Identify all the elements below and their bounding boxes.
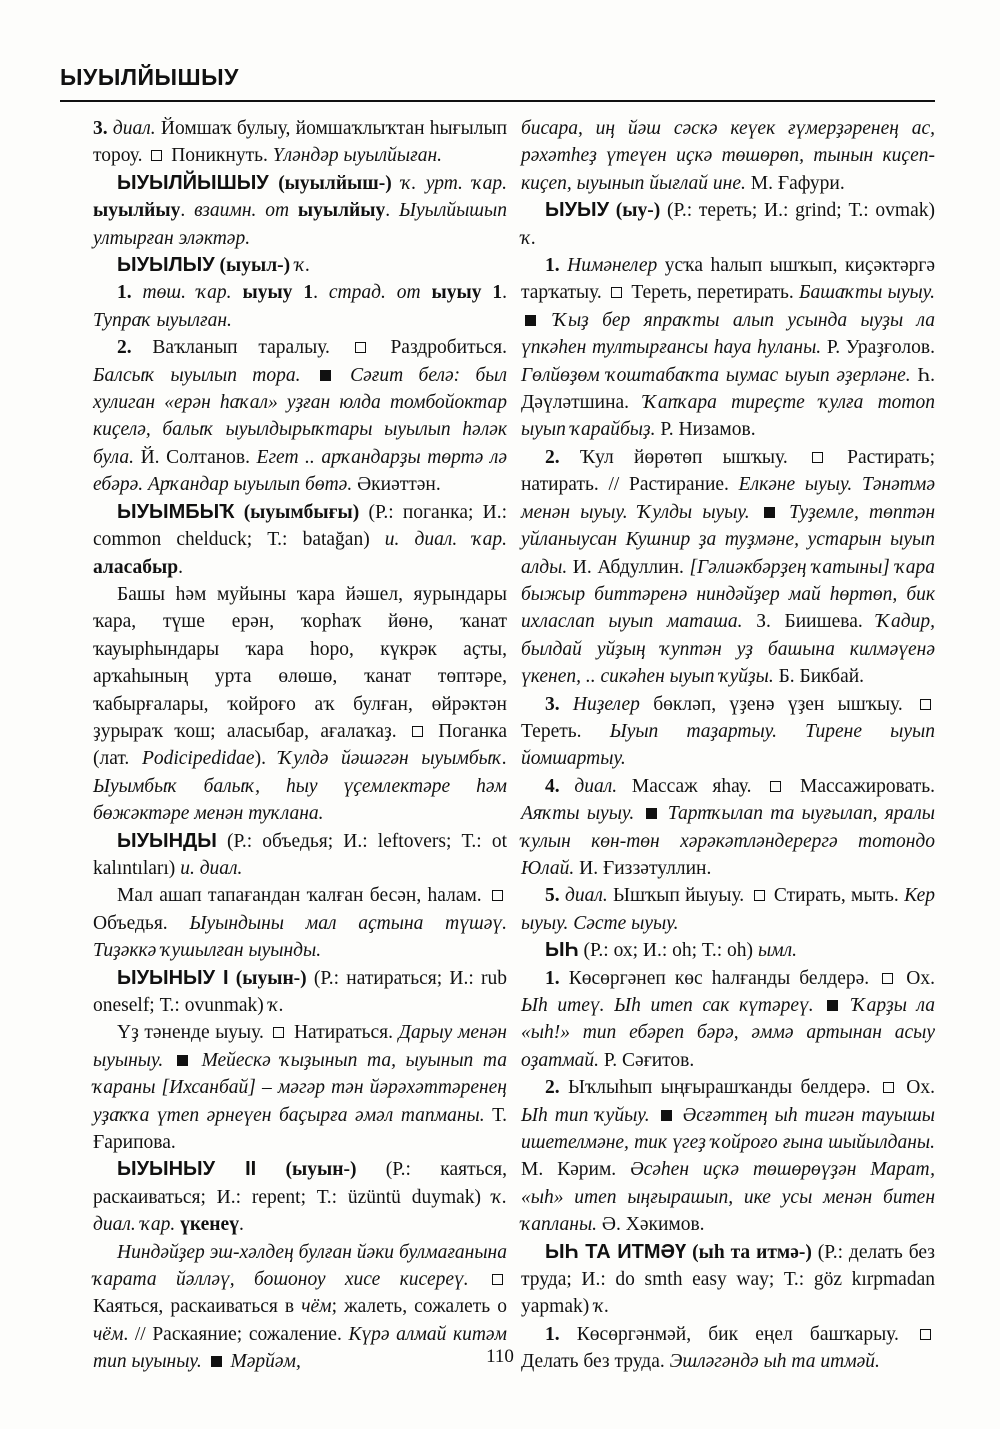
- dictionary-paragraph: [93, 334, 507, 498]
- text-run: Көсөргәнмәй, бик еңел башҡарыу.: [576, 1323, 917, 1345]
- open-square-icon: [151, 150, 162, 161]
- text-run: Раздробиться.: [369, 337, 507, 359]
- italic-text: и. диал. ҡар.: [384, 529, 508, 551]
- text-run: Йомшаҡ булыу, йомшаҡлыҡтан һығылып тороу.: [93, 118, 508, 167]
- italic-text: Егет .. арҡандарҙы төртә лә ебәрә. Арҡандар ыуылып бөтә.: [93, 446, 508, 496]
- filled-square-icon: [177, 1055, 188, 1066]
- text-run: Һ. Дәүләтшина.: [521, 364, 935, 414]
- dictionary-paragraph: [521, 691, 935, 773]
- text-run: [192, 1050, 202, 1071]
- bold-text: 1.: [545, 967, 569, 989]
- italic-text: Үләндәр ыуылйыған.: [272, 145, 442, 167]
- text-run: [609, 200, 616, 221]
- text-run: [234, 502, 243, 523]
- italic-text: [Гәлиәкбәрҙең ҡатыны] ҡара быжыр биттәренә ниндәйҙер май һөртөп, бик ихласлап ыуып маташа.: [521, 556, 935, 633]
- text-run: [661, 803, 668, 824]
- bold-text: 2.: [117, 337, 153, 359]
- page-header: [60, 62, 935, 102]
- text-run: Башы һәм муйыны ҡара йәшел, яурындары ҡара, түше ерән, ҡорһаҡ йөнө, ҡанат ҡауырһындары ҡара һоро, күкрәк аҫты, арҡаһының урта өлөшө, ҡанат төптәре, ҡабырғалары, ҡойроғо аҡ булған, өйрәктән ҙурыраҡ ҡош; аласыбар, ағалаҡаҙ.: [93, 583, 507, 742]
- text-run: Ә. Хәкимов.: [597, 1214, 705, 1236]
- text-run: бөкләп, үҙенә үҙен ышҡыу.: [639, 693, 917, 715]
- italic-text: ҡ. диал. ҡар.: [93, 1186, 507, 1236]
- headword: ЫҺ: [545, 939, 579, 962]
- italic-text: ҡ.: [268, 995, 284, 1016]
- text-run: И. Ғиззәтуллин.: [574, 857, 712, 879]
- dictionary-paragraph: [93, 170, 507, 252]
- text-run: М. Ғафури.: [745, 172, 845, 194]
- text-run: (Р.: натираться; И.: rub oneself; Т.: ovunmak): [93, 967, 507, 1016]
- italic-text: чём: [301, 1296, 332, 1318]
- text-run: Р. Ураҙғолов.: [821, 337, 935, 359]
- headword: ЫУЫНЫУ II: [117, 1158, 257, 1181]
- text-run: усҡа һалып ышҡып, киҫәктәргә тарҡатыу.: [521, 255, 935, 304]
- open-square-icon: [920, 1329, 931, 1340]
- dictionary-paragraph: [521, 937, 935, 964]
- italic-text: ҡ.: [295, 255, 311, 277]
- italic-text: төш. ҡар.: [142, 282, 232, 304]
- bold-text: 3.: [545, 693, 573, 715]
- text-run: Тереть.: [521, 720, 610, 742]
- text-run: Әкиәттән.: [352, 474, 441, 496]
- italic-text: Ниҙелер: [572, 693, 640, 715]
- dictionary-paragraph: [93, 828, 507, 883]
- open-square-icon: [920, 699, 931, 710]
- headword: ЫУЫМБЫҠ: [117, 500, 235, 523]
- italic-text: Әсәһен иҫкә төшөрөүҙән Марат, «ыһ» итеп ыңғырашып, ике усы менән битен ҡапланы.: [521, 1159, 935, 1236]
- text-run: Стирать, мыть.: [768, 885, 905, 907]
- open-square-icon: [882, 973, 893, 984]
- text-run: [469, 1269, 488, 1290]
- text-run: М. Кәрим.: [521, 1159, 631, 1181]
- italic-text: Ыуындыны мал аҫтына түшәү. Тиҙәккә ҡушылған ыуынды.: [93, 912, 507, 962]
- dictionary-paragraph: [521, 444, 935, 691]
- dictionary-paragraph: [521, 252, 935, 444]
- dictionary-paragraph: [93, 499, 507, 581]
- dictionary-paragraph: [521, 197, 935, 252]
- open-square-icon: [412, 726, 423, 737]
- text-run: [256, 1159, 285, 1180]
- text-run: ; жалеть, сожалеть о: [331, 1296, 507, 1318]
- open-square-icon: [492, 890, 503, 901]
- text-run: Натираться.: [288, 1022, 399, 1044]
- text-run: И. Абдуллин.: [567, 556, 690, 578]
- headword: ЫУЫНДЫ: [117, 829, 217, 852]
- bold-text: (ыуылйыш-): [278, 172, 392, 194]
- bold-text: ыуыу 1: [242, 282, 314, 304]
- text-run: ).: [254, 748, 279, 770]
- italic-text: бисара, иң йәш сәскә кеүек ғүмерҙәренең ас, рәхәтһеҙ үтеүен иҫкә төшөрөп, тынын киҫеп-киҫеп, ыуынып йығлай ине.: [521, 118, 935, 194]
- headword: ЫУЫЛЙЫШЫУ: [117, 171, 269, 194]
- bold-text: (ыуымбығы): [243, 501, 360, 523]
- bold-text: 1.: [545, 1323, 577, 1345]
- text-run: Массаж яһау.: [617, 775, 767, 797]
- text-run: Ҡул йөрөтөп ышҡыу.: [579, 446, 808, 468]
- italic-text: и. диал.: [180, 857, 243, 879]
- italic-text: Podicipedidae: [141, 748, 255, 770]
- open-square-icon: [492, 1274, 503, 1285]
- filled-square-icon: [827, 1000, 838, 1011]
- italic-text: Кер ыуыу. Сәсте ыуыу.: [521, 885, 935, 934]
- italic-text: диал.: [574, 775, 618, 797]
- running-head-title: ЫУЫЛЙЫШЫУ: [60, 64, 239, 90]
- italic-text: Аяҡты ыуыу.: [521, 803, 635, 825]
- dictionary-paragraph: [93, 581, 507, 828]
- italic-text: ымл.: [757, 940, 797, 962]
- headword: ЫУЫУ: [545, 199, 610, 222]
- dictionary-paragraph: [521, 1239, 935, 1321]
- dictionary-paragraph: [93, 252, 507, 279]
- bold-text: ыуылйыу: [297, 200, 386, 222]
- dictionary-paragraph: [93, 965, 507, 1020]
- dictionary-paragraph: [93, 1156, 507, 1238]
- text-run: .: [502, 282, 508, 304]
- bold-text: үкенеү: [180, 1214, 239, 1236]
- open-square-icon: [355, 342, 366, 353]
- italic-text: диал.: [564, 885, 608, 907]
- text-run: (Р.: поганка; И.: common chelduck; Т.: batağan): [93, 501, 507, 551]
- text-run: Объедья.: [93, 912, 190, 934]
- text-run: Растирать; натирать. // Растирание.: [521, 446, 935, 496]
- italic-text: страд. от: [328, 282, 421, 304]
- italic-text: Ҡадир, былдай уйҙың ҡуптән уҙ башына килмәүенә үкенеп, .. сикәһен ыуып ҡуйҙы.: [521, 611, 935, 688]
- text-run: Т. Ғарипова.: [93, 1104, 507, 1154]
- text-run: [301, 365, 316, 386]
- dictionary-paragraph: [521, 115, 935, 197]
- italic-text: Ыһ итеү. Ыһ итеп сак күтәреү.: [521, 995, 814, 1016]
- dictionary-paragraph: [93, 115, 507, 170]
- text-run: .: [238, 1214, 244, 1236]
- text-run: Ыҡлыһып ыңғырашҡанды белдерә.: [568, 1077, 879, 1099]
- text-run: .: [178, 556, 183, 578]
- text-run: [232, 282, 243, 303]
- italic-text: Ыуып таҙартыу. Тирене ыуып йомшартыу.: [521, 720, 935, 770]
- text-run: Тереть, перетирать.: [626, 282, 800, 304]
- bold-text: ыуылйыу: [93, 200, 181, 222]
- bold-text: 3.: [93, 118, 113, 139]
- text-run: [269, 173, 278, 194]
- italic-text: Күрә алмай китәм тип ыуыныу.: [93, 1323, 507, 1373]
- text-run: (Р.: объедья; И.: leftovers; Т.: ot kalıntıları): [93, 830, 507, 879]
- bold-text: 5.: [545, 885, 565, 907]
- text-run: Ваҡланып таралыу.: [152, 337, 351, 359]
- text-run: Делать без труда.: [521, 1351, 670, 1373]
- text-run: Поганка (лат.: [93, 720, 507, 770]
- text-run: Мал ашап тапағандан ҡалған бесән, һалам.: [117, 885, 488, 907]
- text-run: [392, 173, 401, 194]
- italic-text: Балсыҡ ыуылып тора.: [93, 364, 301, 386]
- text-run: [540, 310, 553, 331]
- italic-text: ҡ.: [521, 227, 537, 249]
- bold-text: (ыуыл-): [219, 255, 291, 277]
- italic-text: Ҡыҙ бер япраҡты алып усында ыуҙы ла үпкәһен тултырғансы һауа һуланы.: [521, 309, 935, 359]
- text-run: Р. Сәғитов.: [599, 1049, 695, 1071]
- text-run: [335, 365, 350, 386]
- dictionary-paragraph: [93, 279, 507, 334]
- headword: ЫУЫНЫУ I: [117, 966, 229, 989]
- dictionary-paragraph: [521, 965, 935, 1075]
- bold-text: (ыуын-): [235, 967, 307, 989]
- open-square-icon: [770, 781, 781, 792]
- italic-text: Ыһ тип ҡуйыу.: [521, 1104, 650, 1126]
- dictionary-paragraph: [521, 882, 935, 937]
- text-run: Ох.: [897, 1077, 936, 1099]
- text-run: З. Биишева.: [742, 611, 877, 633]
- italic-text: взаимн. от: [194, 200, 290, 222]
- text-run: Поникнуть.: [166, 145, 273, 167]
- text-run: Й. Солтанов.: [134, 446, 257, 468]
- italic-text: Мейескә ҡыҙынып та, ыуынып та ҡараны [Ихсанбай] – мәгәр тән йәрәхәттәренең уҙаҡҡа үтеп әрнеүен баҫырға әмәл тапманы.: [93, 1049, 508, 1126]
- bold-text: 2.: [545, 1077, 569, 1099]
- text-run: [650, 1105, 657, 1126]
- italic-text: Ҡарҙы ла «ыһ!» тип ебәреп бәрә, әммә артынан асыу оҙатмай.: [521, 995, 936, 1071]
- italic-text: Ниндәйҙер эш-хәлдең булған йәки булмағанына ҡарата йәлләү, бошоноу хисе кисереү.: [93, 1241, 507, 1291]
- bold-text: 1.: [545, 255, 568, 277]
- open-square-icon: [883, 1082, 894, 1093]
- filled-square-icon: [764, 507, 775, 518]
- bold-text: 1.: [117, 282, 143, 304]
- italic-text: Ҡулдә йәшәгән ыуымбыҡ. Ыуымбыҡ балыҡ, һыу үҫемлектәре һәм бөжәктәре менән туҡлана.: [93, 748, 507, 825]
- italic-text: Башаҡты ыуыу.: [799, 282, 935, 304]
- text-run: .: [313, 282, 329, 304]
- open-square-icon: [611, 287, 622, 298]
- bold-text: 2.: [545, 446, 580, 468]
- text-run: .: [180, 200, 195, 222]
- italic-text: Тупраҡ ыуылған.: [93, 309, 232, 331]
- open-square-icon: [273, 1027, 284, 1038]
- italic-text: Дарыу менән ыуыныу.: [93, 1022, 507, 1071]
- text-run: Массажировать.: [785, 775, 935, 797]
- italic-text: Ыуылйышып ултырған эләктәр.: [93, 200, 507, 249]
- filled-square-icon: [525, 315, 536, 326]
- italic-text: Туҙемле, төптән уйланыусан Кушнир ҙа туҙмәне, устарын ыуып алды.: [521, 501, 936, 578]
- text-run: [421, 282, 432, 303]
- filled-square-icon: [661, 1110, 672, 1121]
- text-run: [634, 803, 641, 824]
- text-run: [229, 968, 236, 989]
- italic-text: чём: [93, 1323, 124, 1345]
- text-run: (Р.: каяться, раскаиваться; И.: repent; Т.: üzüntü duymak): [93, 1159, 507, 1208]
- text-run: (Р.: ох; И.: oh; Т.: oh): [578, 940, 758, 962]
- bold-text: 4.: [545, 775, 575, 797]
- text-run: Ышҡып йыуыу.: [607, 885, 750, 907]
- italic-text: ҡ.: [594, 1296, 610, 1318]
- text-run: . // Раскаяние; сожаление.: [123, 1323, 349, 1345]
- text-run: Каяться, раскаиваться в: [93, 1296, 302, 1318]
- text-run: Ох.: [897, 967, 936, 989]
- text-run: Үҙ тәненде ыуыу.: [117, 1022, 270, 1044]
- text-run: (Р.: делать без труда; И.: do smth easy way; Т.: göz kırpmadan yapmak): [521, 1241, 935, 1318]
- filled-square-icon: [646, 808, 657, 819]
- italic-text: Әсғәттең ыһ тигән тауышы ишетелмәне, тик үгеҙ ҡойроғо ғына шыйылданы.: [521, 1104, 936, 1154]
- dictionary-paragraph: [521, 773, 935, 883]
- right-column: [521, 115, 936, 1373]
- italic-text: Елкәне ыуыу. Тәнәтмә менән ыуыу. Ҡулды ыуыу.: [521, 474, 935, 523]
- text-run: [289, 200, 298, 221]
- italic-text: Сәғит белә: был хулиган «ерән һаҡал» уҙған юлда томбойоктар киҫелә, балыҡ ыуылдырыҡтары ыуылып һәләк була.: [93, 364, 507, 468]
- text-run: Р. Низамов.: [655, 419, 756, 441]
- headword: ЫУЫЛЫУ: [117, 254, 215, 277]
- text-run: Көсөргәнеп көс һалғанды белдерә.: [568, 967, 879, 989]
- text-run: [750, 502, 760, 523]
- bold-text: аласабыр: [93, 556, 179, 578]
- italic-text: Тартҡылап та ыуғылап, яралы ҡулын көн-төн хәрәкәтләндерергә тотондо Юлай.: [521, 803, 936, 879]
- italic-text: Мәрйәм,: [230, 1351, 301, 1373]
- dictionary-paragraph: [93, 1019, 507, 1156]
- italic-text: ҡ. урт. ҡар.: [401, 172, 508, 194]
- page-number: 110: [486, 1346, 514, 1367]
- bold-text: ыуыу 1: [431, 282, 503, 304]
- dictionary-paragraph: [521, 1074, 935, 1238]
- open-square-icon: [812, 452, 823, 463]
- headword: ЫҺ ТА ИТМӘҮ: [545, 1240, 687, 1263]
- bold-text: (ыһ та итмә-): [692, 1241, 812, 1263]
- text-run: Б. Бикбай.: [773, 666, 865, 688]
- italic-text: Гөлйөҙөм ҡоштабаҡта ыумас ыуып әҙерләне.: [521, 364, 911, 386]
- text-run: [779, 502, 789, 523]
- bold-text: (ыуын-): [285, 1159, 357, 1181]
- open-square-icon: [754, 890, 765, 901]
- text-run: [163, 1050, 173, 1071]
- italic-text: Нимәнелер: [567, 255, 658, 277]
- filled-square-icon: [320, 370, 331, 381]
- dictionary-paragraph: [93, 882, 507, 964]
- bold-text: (ыу-): [615, 200, 661, 222]
- text-run: (Р.: тереть; И.: grind; Т.: ovmak): [660, 200, 935, 222]
- text-run: [842, 995, 852, 1016]
- text-run: [814, 995, 824, 1016]
- text-run: [676, 1105, 683, 1126]
- italic-text: Ҡапҡара тиреҫте ҡулға тотоп ыуып ҡарайбыҙ.: [521, 392, 935, 441]
- italic-text: Эшләгәндә ыһ та итмәй.: [669, 1351, 880, 1373]
- text-run: .: [385, 200, 399, 222]
- italic-text: диал.: [112, 118, 156, 139]
